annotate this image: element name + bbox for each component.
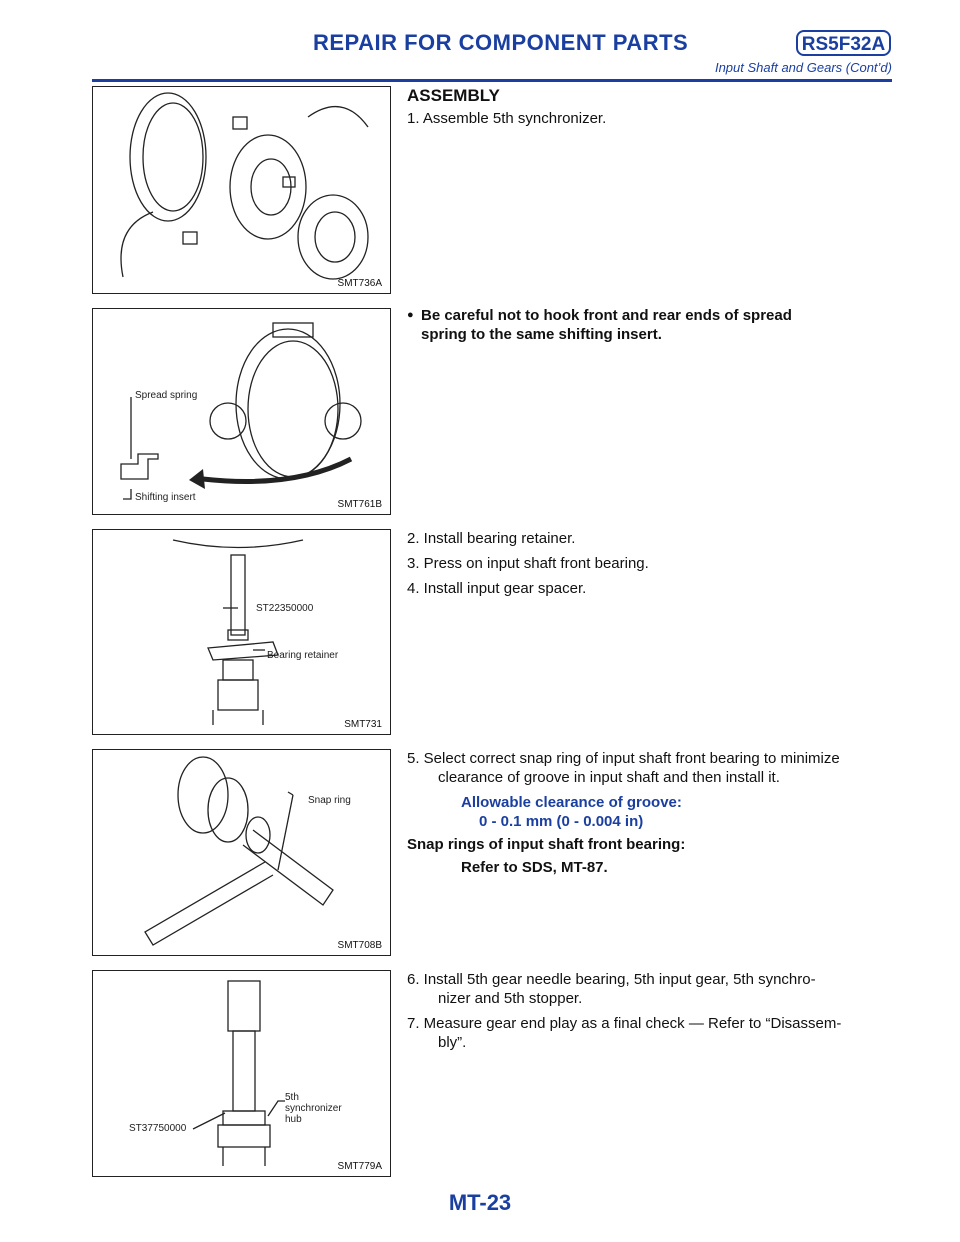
page-number: MT-23 (448, 1190, 512, 1215)
step-5-line-2: clearance of groove in input shaft and then install it. (438, 769, 780, 786)
tool-number-label: ST22350000 (256, 603, 314, 614)
step-6-line-2: nizer and 5th stopper. (438, 990, 583, 1007)
step-6-line-1: 6. Install 5th gear needle bearing, 5th input gear, 5th synchro- (407, 971, 816, 988)
step-1: 1. Assemble 5th synchronizer. (407, 110, 607, 127)
synchronizer-parts-illustration (93, 87, 390, 293)
step-4: 4. Install input gear spacer. (407, 580, 587, 597)
figure-code: SMT736A (337, 278, 382, 289)
page-header-title: REPAIR FOR COMPONENT PARTS (313, 30, 689, 55)
snap-ring-illustration (93, 750, 390, 955)
spec-value: 0 - 0.1 mm (0 - 0.004 in) (479, 813, 644, 830)
step-2: 2. Install bearing retainer. (407, 530, 576, 547)
model-code-badge: RS5F32A (796, 30, 891, 56)
caution-line-2: spring to the same shifting insert. (421, 326, 662, 343)
figure-synchronizer-hub (92, 970, 391, 1177)
caution-bullet: ● (407, 309, 414, 321)
step-5-line-1: 5. Select correct snap ring of input shaft front bearing to minimize (407, 750, 840, 767)
step-7-line-2: bly”. (438, 1034, 467, 1051)
figure-bearing-press (92, 529, 391, 735)
bearing-retainer-label: Bearing retainer (267, 650, 339, 661)
hub-label-line2: synchronizer (285, 1103, 342, 1114)
snap-ring-label: Snap ring (308, 795, 351, 806)
step-7-line-1: 7. Measure gear end play as a final check — Refer to “Disassem- (407, 1015, 842, 1032)
spec-label: Allowable clearance of groove: (461, 794, 682, 811)
header-rule (92, 79, 892, 82)
section-heading: ASSEMBLY (407, 86, 500, 105)
figure-snap-ring (92, 749, 391, 956)
bearing-press-illustration (93, 530, 390, 734)
figure-code: SMT779A (337, 1161, 382, 1172)
spread-spring-label: Spread spring (135, 390, 198, 401)
figure-synchronizer-parts (92, 86, 391, 294)
shifting-insert-label: Shifting insert (135, 492, 196, 503)
step-3: 3. Press on input shaft front bearing. (407, 555, 649, 572)
caution-line-1: Be careful not to hook front and rear ends of spread (421, 307, 792, 324)
snap-ring-heading: Snap rings of input shaft front bearing: (407, 836, 686, 853)
hub-label-line3: hub (285, 1114, 302, 1125)
figure-code: SMT708B (337, 940, 382, 951)
hub-label-line1: 5th (285, 1092, 299, 1103)
figure-code: SMT731 (344, 719, 382, 730)
section-subtitle: Input Shaft and Gears (Cont’d) (714, 60, 892, 75)
snap-ring-reference: Refer to SDS, MT-87. (461, 859, 608, 876)
spread-spring-illustration (93, 309, 390, 514)
synchronizer-hub-illustration (93, 971, 390, 1176)
tool-number-label: ST37750000 (129, 1123, 187, 1134)
figure-spread-spring (92, 308, 391, 515)
figure-code: SMT761B (337, 499, 382, 510)
